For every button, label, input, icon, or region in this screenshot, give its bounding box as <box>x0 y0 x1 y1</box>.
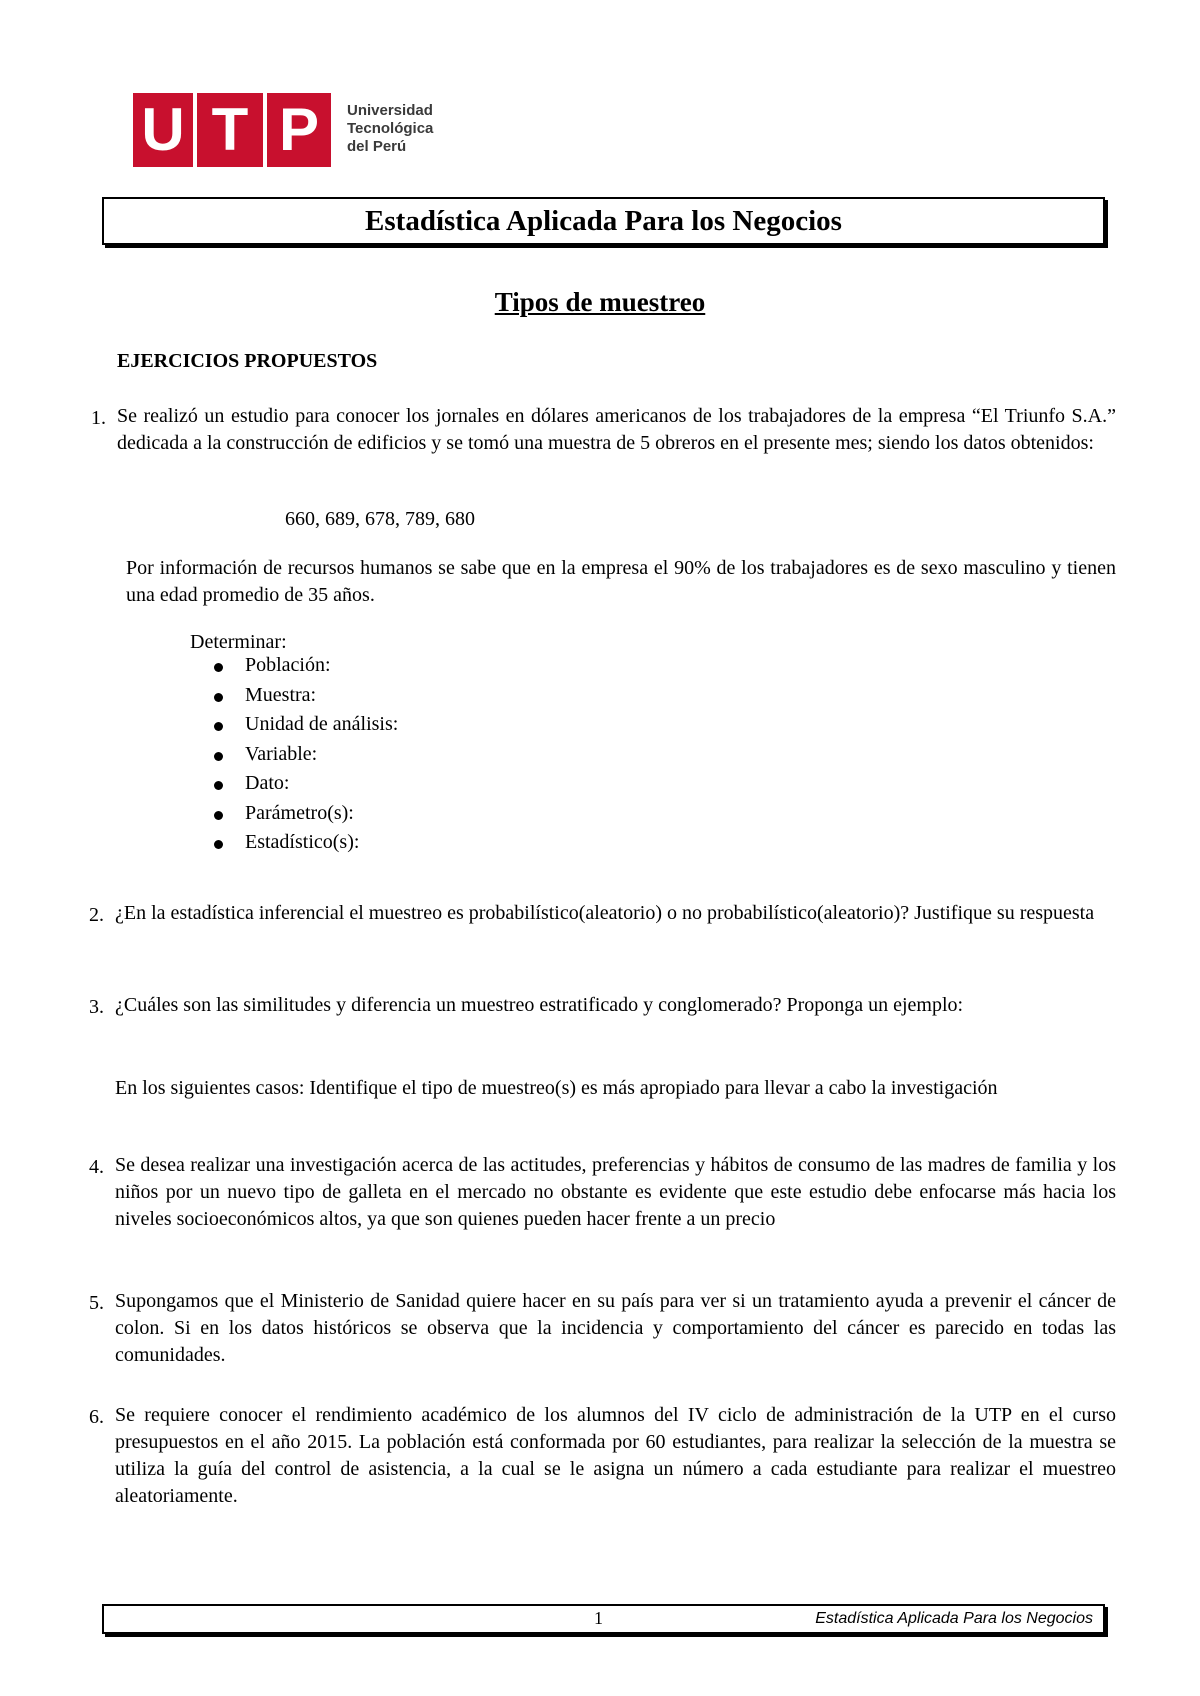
document-title-box <box>102 197 1105 245</box>
question-4-number: 4. <box>89 1156 104 1178</box>
question-3-number: 3. <box>89 996 104 1018</box>
question-1-number: 1. <box>91 407 106 429</box>
document-title: Estadística Aplicada Para los Negocios <box>365 204 842 237</box>
logo-letter-t: T <box>197 93 263 167</box>
determine-list <box>213 654 398 861</box>
list-item: Estadístico(s): <box>213 831 398 861</box>
question-1-text: Se realizó un estudio para conocer los jornales en dólares americanos de los trabajadores de la empresa “El Triunfo S.A.” dedicada a la construcción de edificios y se tomó una muestra de 5 obreros en el presente mes; siendo los datos obtenidos: <box>117 405 1116 454</box>
logo-text-line1: Universidad <box>347 102 433 119</box>
determine-label: Determinar: <box>190 631 287 653</box>
data-values: 660, 689, 678, 789, 680 <box>285 508 475 530</box>
question-2-text: ¿En la estadística inferencial el muestreo es probabilístico(aleatorio) o no probabilístico(aleatorio)? Justifique su respuesta <box>115 902 1095 924</box>
question-5-text: Supongamos que el Ministerio de Sanidad quiere hacer en su país para ver si un tratamiento ayuda a prevenir el cáncer de colon. Si en los datos históricos se observa que la incidencia y comportamiento del cáncer es parecido en todas las comunidades. <box>115 1290 1116 1366</box>
question-1-info: Por información de recursos humanos se sabe que en la empresa el 90% de los trabajadores es de sexo masculino y tienen una edad promedio de 35 años. <box>126 557 1116 606</box>
question-6-number: 6. <box>89 1406 104 1428</box>
list-item: Muestra: <box>213 684 398 714</box>
list-item: Variable: <box>213 743 398 773</box>
question-5-number: 5. <box>89 1292 104 1314</box>
list-item: Parámetro(s): <box>213 802 398 832</box>
logo-text-line2: Tecnológica <box>347 120 434 137</box>
document-subtitle: Tipos de muestreo <box>494 287 706 317</box>
question-2-number: 2. <box>89 904 104 926</box>
footer-course-name: Estadística Aplicada Para los Negocios <box>815 1610 1093 1627</box>
list-item: Unidad de análisis: <box>213 713 398 743</box>
question-3-text: ¿Cuáles son las similitudes y diferencia un muestreo estratificado y conglomerado? Proponga un ejemplo: <box>115 994 964 1016</box>
utp-logo <box>133 93 443 167</box>
page-number: 1 <box>594 1608 603 1628</box>
logo-text-line3: del Perú <box>347 138 407 155</box>
list-item: Población: <box>213 654 398 684</box>
instructions-text: En los siguientes casos: Identifique el tipo de muestreo(s) es más apropiado para llevar a cabo la investigación <box>115 1077 998 1099</box>
logo-letter-u: U <box>133 93 193 167</box>
section-heading: EJERCICIOS PROPUESTOS <box>117 350 378 372</box>
page-footer <box>102 1604 1105 1634</box>
logo-letter-p: P <box>267 93 331 167</box>
question-4-text: Se desea realizar una investigación acerca de las actitudes, preferencias y hábitos de consumo de las madres de familia y los niños por un nuevo tipo de galleta en el mercado no obstante es evidente que este estudio debe enfocarse más hacia los niveles socioeconómicos altos, ya que son quienes pueden hacer frente a un precio <box>115 1154 1116 1230</box>
list-item: Dato: <box>213 772 398 802</box>
question-6-text: Se requiere conocer el rendimiento académico de los alumnos del IV ciclo de administración de la UTP en el curso presupuestos en el año 2015. La población está conformada por 60 estudiantes, para realizar la selección de la muestra se utiliza la guía del control de asistencia, a la cual se le asigna un número a cada estudiante para realizar el muestreo aleatoriamente. <box>115 1404 1116 1507</box>
